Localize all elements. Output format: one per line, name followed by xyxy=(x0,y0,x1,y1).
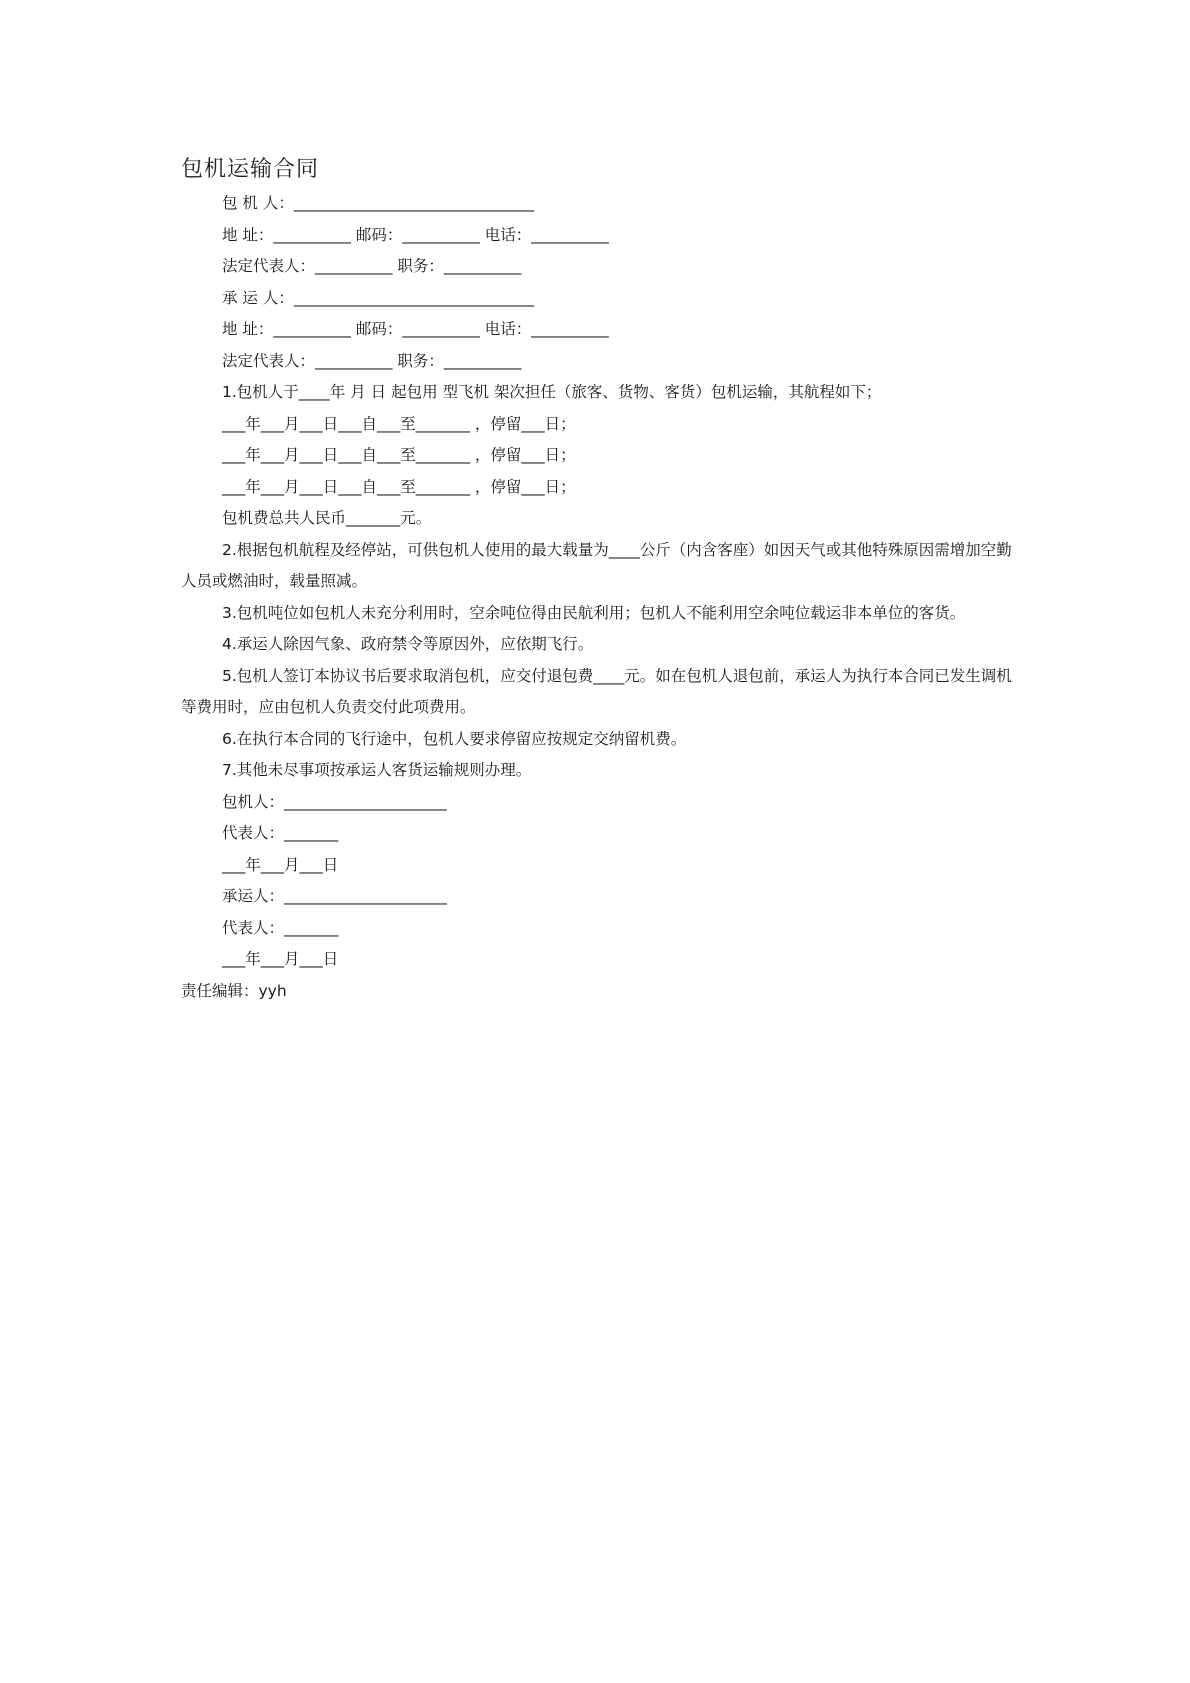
route-line-2: ___年___月___日___自___至_______ ，停留___日； xyxy=(222,446,576,464)
carrier-address-line: 地 址：__________ 邮码：__________ 电话：__________ xyxy=(222,320,609,338)
charterer-representative-line: 法定代表人：__________ 职务：__________ xyxy=(222,257,522,275)
charterer-address-line: 地 址：__________ 邮码：__________ 电话：__________ xyxy=(222,225,609,244)
total-fee-line: 包机费总共人民币_______元。 xyxy=(222,509,432,527)
signature-carrier-date: ___年___月___日 xyxy=(222,950,339,968)
clause-6: 6.在执行本合同的飞行途中，包机人要求停留应按规定交纳留机费。 xyxy=(222,729,687,748)
clause-4: 4.承运人除因气象、政府禁令等原因外，应依期飞行。 xyxy=(222,635,594,653)
signature-charterer-date: ___年___月___日 xyxy=(222,855,339,874)
document-page xyxy=(181,152,1021,1007)
charterer-line: 包 机 人：_______________________________ xyxy=(222,194,535,212)
clause-3: 3.包机吨位如包机人未充分利用时，空余吨位得由民航利用；包机人不能利用空余吨位载运非本单位的客货。 xyxy=(222,603,966,622)
clause-2: 2.根据包机航程及经停站，可供包机人使用的最大载量为____公斤（内含客座）如因天气或其他特殊原因需增加空勤人员或燃油时，载量照减。 xyxy=(181,540,1012,590)
signature-carrier: 承运人：_____________________ xyxy=(222,887,447,905)
route-line-1: ___年___月___日___自___至_______ ，停留___日； xyxy=(222,414,576,433)
signature-charterer: 包机人：_____________________ xyxy=(222,792,447,811)
clause-1: 1.包机人于____年 月 日 起包用 型飞机 架次担任（旅客、货物、客货）包机运输，其航程如下； xyxy=(222,383,882,401)
clause-7: 7.其他未尽事项按承运人客货运输规则办理。 xyxy=(222,761,532,779)
signature-carrier-representative: 代表人：_______ xyxy=(222,918,339,937)
route-line-3: ___年___月___日___自___至_______ ，停留___日； xyxy=(222,477,576,496)
carrier-line: 承 运 人：_______________________________ xyxy=(222,288,535,307)
signature-charterer-representative: 代表人：_______ xyxy=(222,824,339,842)
carrier-representative-line: 法定代表人：__________ 职务：__________ xyxy=(222,351,522,370)
clause-5: 5.包机人签订本协议书后要求取消包机，应交付退包费____元。如在包机人退包前，承运人为执行本合同已发生调机等费用时，应由包机人负责交付此项费用。 xyxy=(181,666,1012,716)
document-title: 包机运输合同 xyxy=(181,157,320,182)
editor-credit: 责任编辑：yyh xyxy=(181,981,287,1000)
